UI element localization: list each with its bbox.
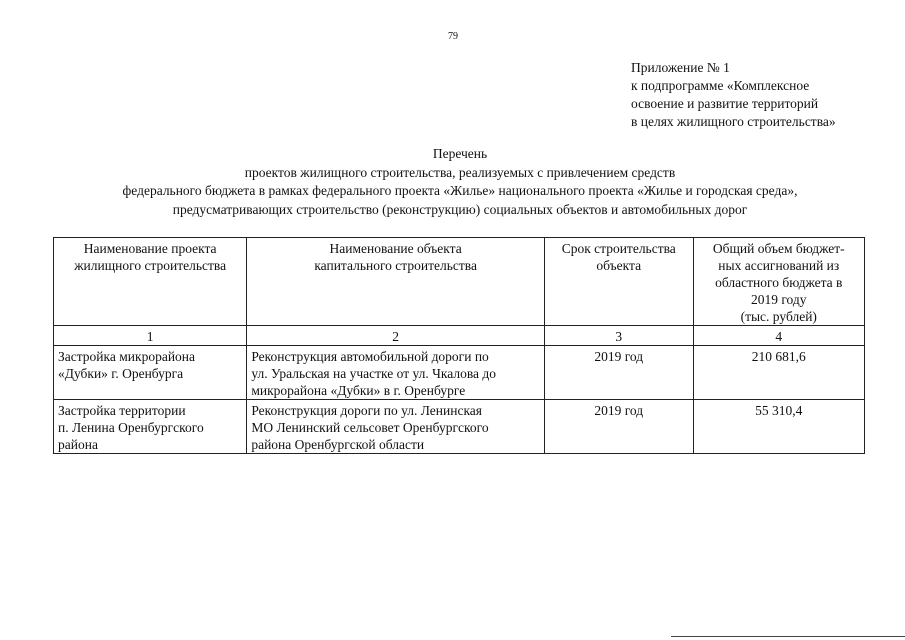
header-line: жилищного строительства <box>74 258 227 273</box>
appendix-line: освоение и развитие территорий <box>631 96 819 111</box>
header-construction-term <box>544 238 693 326</box>
table-header-row <box>54 238 865 326</box>
cell-line: Реконструкция автомобильной дороги по <box>251 349 489 364</box>
cell-object <box>247 346 545 400</box>
header-line: Срок строительства <box>561 241 676 256</box>
cell-project <box>54 400 247 454</box>
cell-line: МО Ленинский сельсовет Оренбургского <box>251 420 489 435</box>
cell-line: «Дубки» г. Оренбурга <box>58 366 184 381</box>
cell-amount: 210 681,6 <box>693 346 864 400</box>
title-heading: Перечень <box>432 146 488 161</box>
table-row <box>54 346 865 400</box>
projects-table <box>53 237 865 454</box>
table-row <box>54 400 865 454</box>
appendix-line: в целях жилищного строительства» <box>631 114 836 129</box>
header-object-name <box>247 238 545 326</box>
header-line: (тыс. рублей) <box>740 309 817 324</box>
document-title <box>60 145 860 219</box>
header-line: объекта <box>596 258 642 273</box>
column-number: 4 <box>693 326 864 346</box>
cell-line: Застройка территории <box>58 403 186 418</box>
cell-line: п. Ленина Оренбургского <box>58 420 204 435</box>
cell-project <box>54 346 247 400</box>
header-line: Наименование объекта <box>329 241 462 256</box>
cell-line: района <box>58 437 98 452</box>
column-number: 2 <box>247 326 545 346</box>
header-line: Общий объем бюджет- <box>712 241 845 256</box>
cell-amount: 55 310,4 <box>693 400 864 454</box>
cell-line: Застройка микрорайона <box>58 349 196 364</box>
cell-object <box>247 400 545 454</box>
title-line: предусматривающих строительство (реконструкцию) социальных объектов и автомобильных дорог <box>172 201 748 217</box>
header-line: 2019 году <box>750 292 807 307</box>
scan-edge-line <box>671 636 905 637</box>
column-number-row <box>54 326 865 346</box>
page-number: 79 <box>448 31 458 42</box>
appendix-line: к подпрограмме «Комплексное <box>631 78 810 93</box>
cell-term: 2019 год <box>544 346 693 400</box>
column-number: 3 <box>544 326 693 346</box>
title-line: федерального бюджета в рамках федерального проекта «Жилье» национального проекта «Жилье и городская среда», <box>122 183 798 198</box>
cell-line: микрорайона «Дубки» в г. Оренбурге <box>251 383 466 398</box>
header-project-name <box>54 238 247 326</box>
appendix-note <box>631 59 836 131</box>
header-line: ных ассигнований из <box>718 258 840 273</box>
cell-line: района Оренбургской области <box>251 437 425 452</box>
title-line: проектов жилищного строительства, реализуемых с привлечением средств <box>244 164 676 180</box>
appendix-line: Приложение № 1 <box>631 60 730 75</box>
cell-term: 2019 год <box>544 400 693 454</box>
header-line: капитального строительства <box>314 258 477 273</box>
cell-line: Реконструкция дороги по ул. Ленинская <box>251 403 482 418</box>
cell-line: ул. Уральская на участке от ул. Чкалова до <box>251 366 497 381</box>
column-number: 1 <box>54 326 247 346</box>
header-line: Наименование проекта <box>83 241 217 256</box>
header-line: областного бюджета в <box>715 275 843 290</box>
header-budget-amount <box>693 238 864 326</box>
